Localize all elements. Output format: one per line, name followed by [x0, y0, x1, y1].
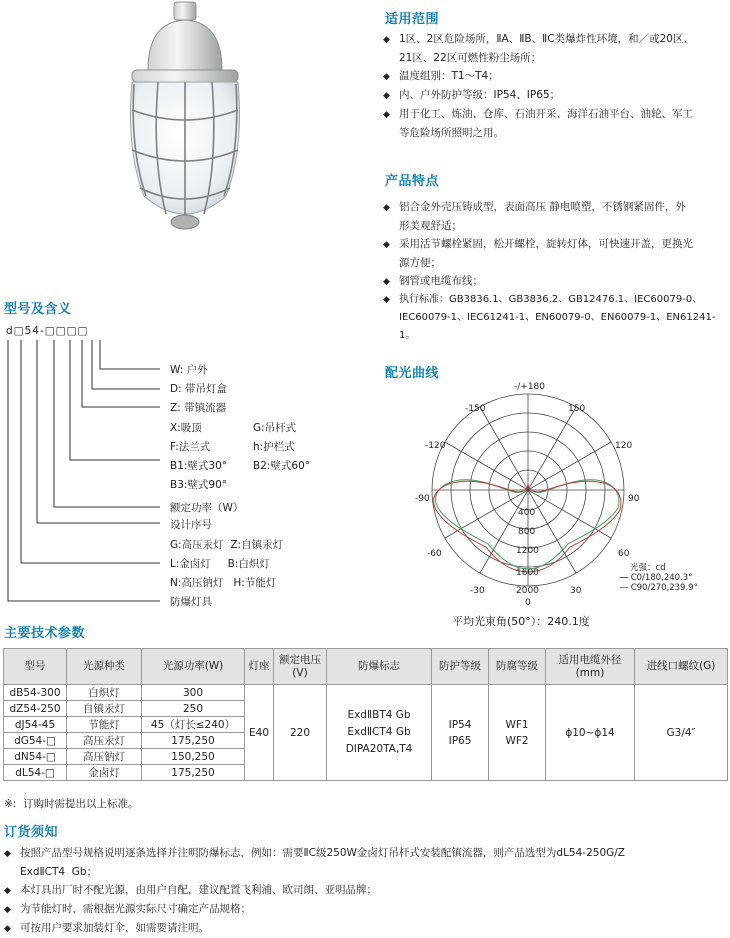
feature-item: ◆ 采用活节螺栓紧固，松开螺栓，旋转灯体，可快速开盖，更换光 源方便；: [383, 238, 693, 269]
scope-item: ◆ 内、户外防护等级：IP54、IP65；: [383, 86, 728, 105]
angle-label-n90: -90: [415, 494, 430, 504]
diamond-bullet-icon: ◆: [383, 72, 390, 82]
order-title: 订货须知: [4, 825, 59, 840]
header-wf: 防腐等级: [489, 649, 546, 685]
features-title: 产品特点: [385, 174, 440, 189]
diamond-bullet-icon: ◆: [383, 277, 390, 287]
radial-label-2000: 2000: [516, 586, 539, 596]
table-row: dG54-□ 高压汞灯 175,250: [4, 733, 728, 749]
model-label-gz: G:高压汞灯 Z:自镇汞灯: [170, 539, 284, 551]
diamond-bullet-icon: ◆: [383, 203, 390, 213]
diamond-bullet-icon: ◆: [383, 295, 390, 305]
order-item: ◆ 可按用户要求加装灯伞，如需要请注明。: [4, 919, 728, 938]
specs-title: 主要技术参数: [4, 626, 86, 641]
table-row: dJ54-45 节能灯 45（灯长≤240）: [4, 717, 728, 733]
model-title: 型号及含义: [4, 302, 72, 317]
header-power: 光源功率(W): [142, 649, 245, 685]
order-list: [4, 844, 728, 938]
diamond-bullet-icon: ◆: [4, 886, 11, 896]
header-cable: 适用电缆外径 (mm): [546, 649, 635, 685]
model-code: d□54-□□□□: [6, 325, 89, 337]
model-label-x: X:吸顶: [170, 422, 202, 434]
model-label-f: F:法兰式: [170, 441, 211, 453]
specs-table: [3, 648, 728, 781]
angle-label-150: 150: [568, 404, 586, 414]
table-row: dB54-300 白炽灯 300 E40 220 ExdⅡBT4 Gb ExdⅡCT4 Gb DIPA20TA,T4 IP54 IP65 WF1 WF2 ϕ10~ϕ14 G3/4″: [4, 685, 728, 701]
angle-label-n30: -30: [470, 586, 485, 596]
angle-label-n150: -150: [465, 404, 486, 414]
header-voltage: 额定电压 (V): [274, 649, 327, 685]
cell-base: E40: [245, 685, 274, 781]
features-list: [383, 198, 730, 345]
order-item: ◆ 为节能灯时，需根据光源实际尺寸确定产品规格；: [4, 900, 728, 919]
cell-cable: ϕ10~ϕ14: [546, 685, 635, 781]
angle-label-60: 60: [618, 549, 630, 559]
diamond-bullet-icon: ◆: [383, 91, 390, 101]
model-label-b2: B2:壁式60°: [253, 460, 311, 472]
cell-thread: G3/4″: [635, 685, 728, 781]
angle-label-180: -/+180: [514, 382, 545, 392]
header-thread: 进线口螺纹(G): [635, 649, 728, 685]
model-label-z: Z: 带镇流器: [170, 402, 227, 414]
avg-beam-angle: 平均光束角(50°）：240.1度: [452, 615, 590, 628]
model-label-d: D: 带吊灯盒: [170, 383, 227, 395]
table-row: dN54-□ 高压钠灯 150,250: [4, 749, 728, 765]
model-label-seq: 设计序号: [170, 519, 212, 531]
angle-label-90: 90: [628, 494, 640, 504]
angle-label-n120: -120: [425, 441, 446, 451]
diamond-bullet-icon: ◆: [4, 905, 11, 915]
order-item: ◆ 本灯具出厂时不配光源，由用户自配，建议配置飞利浦、欧司朗、亚明品牌；: [4, 881, 728, 900]
feature-item: ◆ 钢管或电缆布线；: [383, 272, 730, 291]
radial-label-1200: 1200: [516, 546, 539, 556]
cell-wf: WF1 WF2: [489, 685, 546, 781]
diamond-bullet-icon: ◆: [4, 849, 11, 859]
header-base: 灯座: [245, 649, 274, 685]
angle-label-0: 0: [525, 598, 531, 608]
model-label-g: G:吊杆式: [253, 422, 297, 434]
header-exmark: 防爆标志: [327, 649, 432, 685]
header-model: 型号: [4, 649, 67, 685]
curve-title: 配光曲线: [385, 366, 440, 381]
diamond-bullet-icon: ◆: [383, 110, 390, 120]
chart-legend: [620, 563, 698, 593]
model-label-lamp: 防爆灯具: [170, 596, 212, 608]
diamond-bullet-icon: ◆: [383, 240, 390, 250]
legend-c90: C90/270,239.9°: [620, 583, 698, 593]
legend-c0: C0/180,240.3°: [620, 573, 698, 583]
specs-note: ※: 订购时需提出以上标准。: [4, 798, 139, 810]
table-row: dZ54-250 自镇汞灯 250: [4, 701, 728, 717]
diamond-bullet-icon: ◆: [383, 35, 390, 45]
feature-item: ◆ 铝合金外壳压铸成型，表面高压 静电喷塑，不锈钢紧固件，外 形美观舒适；: [383, 201, 686, 232]
cell-ip: IP54 IP65: [432, 685, 489, 781]
cell-voltage: 220: [274, 685, 327, 781]
legend-title: 光强：cd: [630, 563, 666, 573]
model-connector-lines: [0, 0, 180, 610]
radial-label-400: 400: [518, 508, 536, 518]
scope-item: ◆ 温度组别：T1～T4；: [383, 67, 728, 86]
scope-item: ◆ 用于化工、炼油、仓库、石油开采、海洋石油平台、油轮、军工 等危险场所照明之用。: [383, 108, 693, 139]
angle-label-120: 120: [615, 441, 633, 451]
angle-label-30: 30: [570, 586, 582, 596]
scope-item: ◆ 1区、2区危险场所，ⅡA、ⅡB、ⅡC类爆炸性环境，和／或20区、 21区、22区可燃性粉尘场所；: [383, 33, 694, 64]
model-label-lb: L:金卤灯 B:白炽灯: [170, 558, 270, 570]
header-source: 光源种类: [67, 649, 142, 685]
diamond-bullet-icon: ◆: [4, 924, 11, 934]
radial-label-800: 800: [518, 527, 536, 537]
model-label-nj: N:高压钠灯 H:节能灯: [170, 577, 277, 589]
model-label-b1: B1:壁式30°: [170, 460, 228, 472]
model-label-b3: B3:壁式90°: [170, 479, 228, 491]
model-label-power: 额定功率（W）: [170, 502, 244, 514]
angle-label-n60: -60: [427, 549, 442, 559]
radial-label-1600: 1600: [516, 568, 539, 578]
table-row: dL54-□ 金卤灯 175,250: [4, 765, 728, 781]
model-label-w: W: 户外: [170, 364, 208, 376]
order-item: ◆ 按照产品型号规格说明逐条选择并注明防爆标志，例如：需要ⅡC级250W金卤灯吊杆式安装配镇流器，则产品选型为dL54-250G/Z ExdⅡCT4 Gb；: [4, 847, 625, 878]
feature-item: ◆ 执行标准：GB3836.1、GB3836.2、GB12476.1、IEC60079-0、 IEC60079-1、IEC61241-1、EN60079-0、EN60079-1、EN61241-1。: [383, 291, 730, 345]
header-ip: 防护等级: [432, 649, 489, 685]
scope-title: 适用范围: [385, 12, 440, 27]
cell-exmark: ExdⅡBT4 Gb ExdⅡCT4 Gb DIPA20TA,T4: [327, 685, 432, 781]
scope-list: [383, 30, 728, 142]
model-label-h: h:护栏式: [253, 441, 295, 453]
